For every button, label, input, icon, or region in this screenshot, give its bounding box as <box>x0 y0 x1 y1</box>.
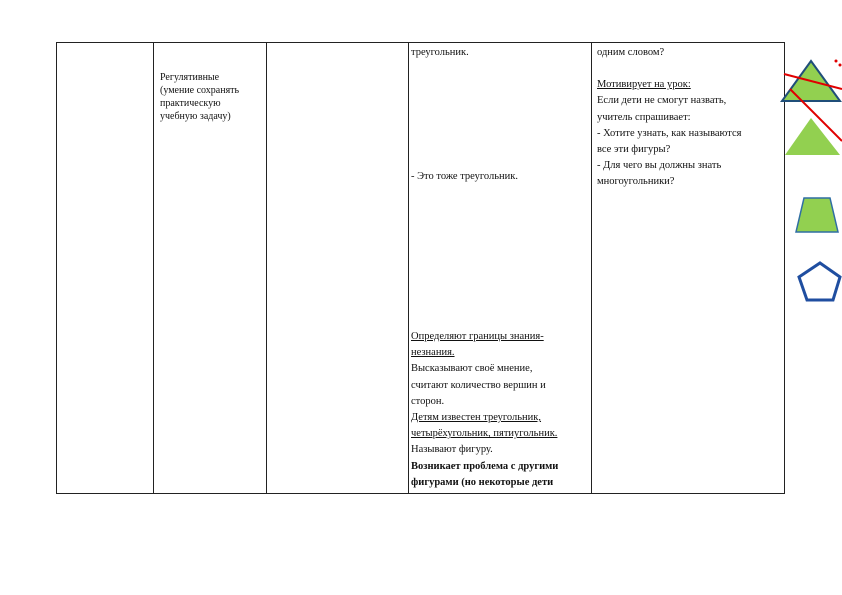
boundaries-line-1: Определяют границы знания- <box>411 331 544 342</box>
column-divider-1 <box>153 43 154 493</box>
teacher-activity-cell <box>597 45 783 191</box>
red-dot-1 <box>835 60 838 63</box>
column-divider-3 <box>408 43 409 493</box>
name-figure-line: Называют фигуру. <box>411 444 493 456</box>
teacher-line-8: многоугольники? <box>597 176 675 188</box>
column-divider-4 <box>591 43 592 493</box>
known-line-2: четырёхугольник, пятиугольник. <box>411 428 558 440</box>
lesson-table <box>56 42 785 494</box>
teacher-line-5: - Хотите узнать, как называются <box>597 127 742 139</box>
teacher-line-7: - Для чего вы должны знать <box>597 160 722 172</box>
known-line-1: Детям известен треугольник, <box>411 412 542 424</box>
opinion-line-3: сторон. <box>411 395 445 407</box>
triangle-plain-shape <box>785 118 840 155</box>
regulative-line-3: практическую <box>160 98 221 109</box>
column-divider-2 <box>266 43 267 493</box>
regulative-line-1: Регулятивные <box>160 72 220 83</box>
student-activity-top: треугольник. <box>411 47 469 58</box>
red-dot-2 <box>839 64 842 67</box>
boundaries-line-2: незнания. <box>411 347 455 359</box>
blank-line <box>597 61 783 77</box>
regulative-line-2: (умение сохранять <box>160 85 240 96</box>
figures-illustration <box>780 55 842 315</box>
student-activity-mid: - Это тоже треугольник. <box>411 171 518 182</box>
problem-line-2: фигурами (но некоторые дети <box>411 476 554 488</box>
trapezoid-shape <box>796 198 838 232</box>
teacher-line-6: все эти фигуры? <box>597 144 671 156</box>
teacher-line-3: Если дети не смогут назвать, <box>597 95 727 107</box>
pentagon-shape <box>799 263 840 300</box>
opinion-line-2: считают количество вершин и <box>411 379 546 391</box>
student-activity-block <box>411 329 589 491</box>
regulative-cell <box>160 71 264 123</box>
problem-line-1: Возникает проблема с другими <box>411 460 559 472</box>
teacher-motivation-heading: Мотивирует на урок: <box>597 79 691 91</box>
opinion-line-1: Высказывают своё мнение, <box>411 363 533 375</box>
teacher-line-1: одним словом? <box>597 47 665 58</box>
regulative-line-4: учебную задачу) <box>160 111 231 122</box>
teacher-line-4: учитель спрашивает: <box>597 111 691 123</box>
